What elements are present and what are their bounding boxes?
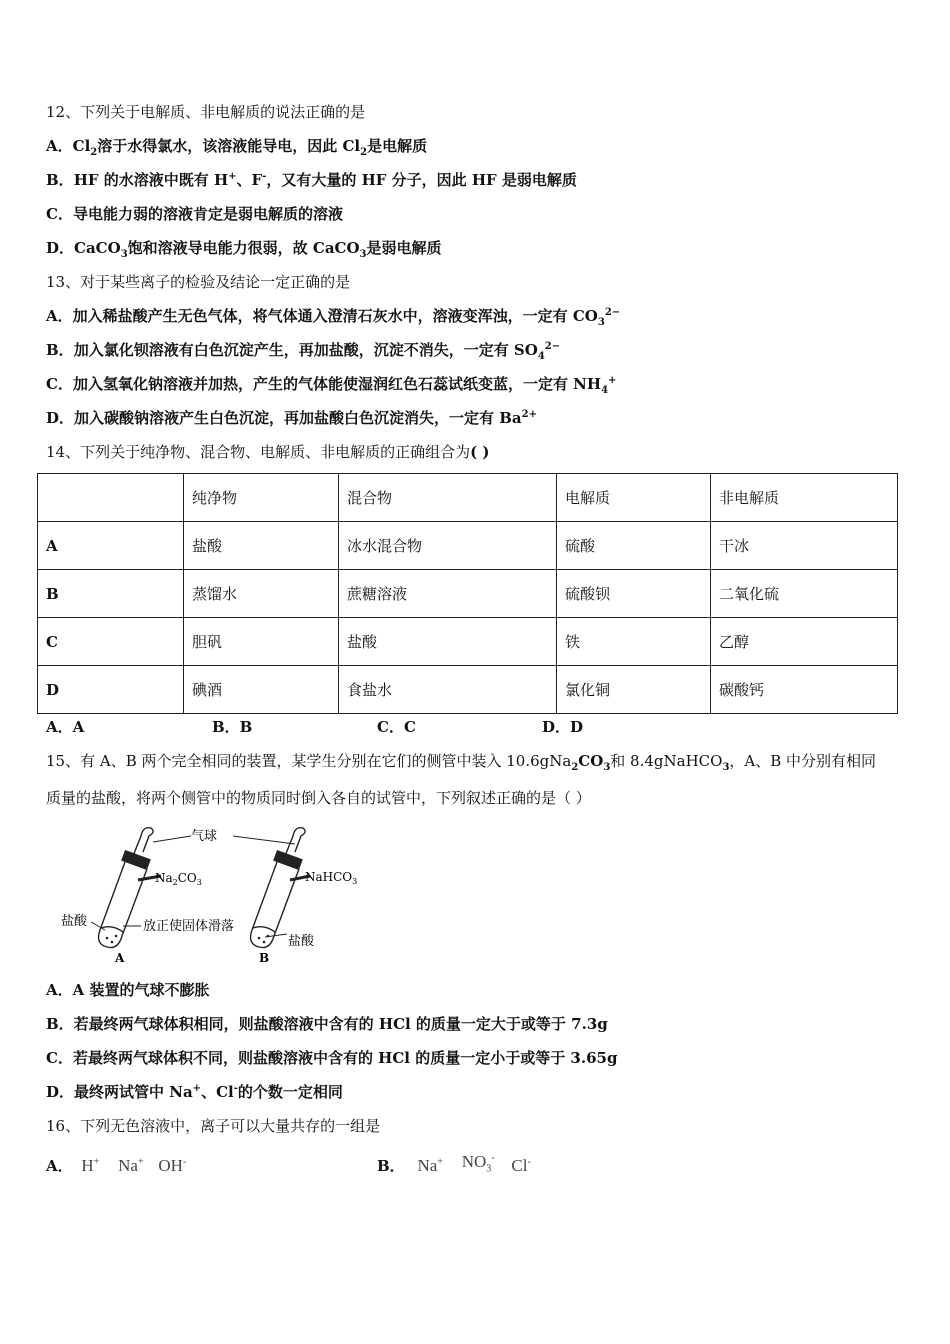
label-hcl-right: 盐酸 xyxy=(288,934,315,949)
label-note: 放正使固体滑落 xyxy=(143,919,235,934)
table-cell: 碘酒 xyxy=(184,666,339,714)
label-nahco3: NaHCO$_3$ xyxy=(305,870,358,886)
table-row xyxy=(38,666,898,714)
label-tube-a: A xyxy=(115,951,125,965)
q13-option-b: B．加入氯化钡溶液有白色沉淀产生，再加盐酸，沉淀不消失，一定有 $SO_4^{2-}$ xyxy=(46,341,561,362)
table-row-label: B xyxy=(38,570,184,618)
table-row-label: C xyxy=(38,618,184,666)
table-cell: 蒸馏水 xyxy=(184,570,339,618)
label-tube-b: B xyxy=(259,951,270,965)
table-cell: 干冰 xyxy=(711,522,898,570)
table-cell: 胆矾 xyxy=(184,618,339,666)
q15-option-a: A．A 装置的气球不膨胀 xyxy=(46,981,210,999)
q13-stem: 13、对于某些离子的检验及结论一定正确的是 xyxy=(46,273,351,291)
q14-choice-a: A．A xyxy=(46,718,85,736)
table-cell: 冰水混合物 xyxy=(339,522,557,570)
q16-option-b: B． Na+ $NO_3^-$ Cl- xyxy=(377,1152,531,1175)
table-cell: 乙醇 xyxy=(711,618,898,666)
table-header-nonelectrolyte: 非电解质 xyxy=(711,474,898,522)
q16-option-a: A． H+ Na+ OH- xyxy=(46,1156,187,1175)
table-cell xyxy=(38,474,184,522)
table-cell: 盐酸 xyxy=(184,522,339,570)
table-cell: 食盐水 xyxy=(339,666,557,714)
q14-stem: 14、下列关于纯净物、混合物、电解质、非电解质的正确组合为( ) xyxy=(46,443,490,461)
q12-option-c: C．导电能力弱的溶液肯定是弱电解质的溶液 xyxy=(46,205,343,223)
table-cell: 铁 xyxy=(557,618,711,666)
table-header-mixture: 混合物 xyxy=(339,474,557,522)
label-balloon: 气球 xyxy=(191,829,218,844)
table-cell: 蔗糖溶液 xyxy=(339,570,557,618)
table-header-pure: 纯净物 xyxy=(184,474,339,522)
q15-option-c: C．若最终两气球体积不同，则盐酸溶液中含有的 HCl 的质量一定小于或等于 3.65g xyxy=(46,1049,618,1067)
q12-stem: 12、下列关于电解质、非电解质的说法正确的是 xyxy=(46,103,366,121)
q15-option-d: D．最终两试管中 Na+、Cl-的个数一定相同 xyxy=(46,1083,343,1101)
table-header-row xyxy=(38,474,898,522)
q14-choice-b: B．B xyxy=(212,718,253,736)
q16-stem: 16、下列无色溶液中，离子可以大量共存的一组是 xyxy=(46,1117,381,1135)
q15-stem-line1: 15、有 A、B 两个完全相同的装置，某学生分别在它们的侧管中装入 $10.6gNa_2CO_3$和 8.4gNaHCO$_3$，A、B 中分别有相同 xyxy=(46,752,877,773)
table-row xyxy=(38,522,898,570)
q15-stem-line2: 质量的盐酸，将两个侧管中的物质同时倒入各自的试管中，下列叙述正确的是（ ） xyxy=(46,789,591,807)
apparatus-diagram xyxy=(55,822,365,967)
label-na2co3: $Na_2CO_3$ xyxy=(155,871,202,887)
table-cell: 二氧化硫 xyxy=(711,570,898,618)
table-cell: 盐酸 xyxy=(339,618,557,666)
table-row xyxy=(38,618,898,666)
table-cell: 硫酸钡 xyxy=(557,570,711,618)
q13-option-c: C．加入氢氧化钠溶液并加热，产生的气体能使湿润红色石蕊试纸变蓝，一定有 $NH_4^+$ xyxy=(46,375,617,396)
q12-option-d: D．CaCO$_3$饱和溶液导电能力很弱，故 CaCO$_3$是弱电解质 xyxy=(46,239,442,260)
q12-option-b: B．HF 的水溶液中既有 H+、F-，又有大量的 HF 分子，因此 HF 是弱电解质 xyxy=(46,171,577,189)
table-cell: 碳酸钙 xyxy=(711,666,898,714)
table-cell: 氯化铜 xyxy=(557,666,711,714)
q15-option-b: B．若最终两气球体积相同，则盐酸溶液中含有的 HCl 的质量一定大于或等于 7.3g xyxy=(46,1015,608,1033)
q14-options-table xyxy=(37,473,898,714)
q13-option-a: A．加入稀盐酸产生无色气体，将气体通入澄清石灰水中，溶液变浑浊，一定有 $CO_3^{2-}$ xyxy=(46,307,621,328)
q12-option-a: A．$Cl_2$溶于水得氯水，该溶液能导电，因此 $Cl_2$是电解质 xyxy=(46,137,428,158)
label-hcl-left: 盐酸 xyxy=(61,914,88,929)
table-header-electrolyte: 电解质 xyxy=(557,474,711,522)
q13-option-d: D．加入碳酸钠溶液产生白色沉淀，再加盐酸白色沉淀消失，一定有 $Ba^{2+}$ xyxy=(46,409,537,427)
table-cell: 硫酸 xyxy=(557,522,711,570)
q14-choice-c: C．C xyxy=(377,718,416,736)
table-row xyxy=(38,570,898,618)
table-row-label: D xyxy=(38,666,184,714)
table-row-label: A xyxy=(38,522,184,570)
q14-choice-d: D．D xyxy=(542,718,584,736)
